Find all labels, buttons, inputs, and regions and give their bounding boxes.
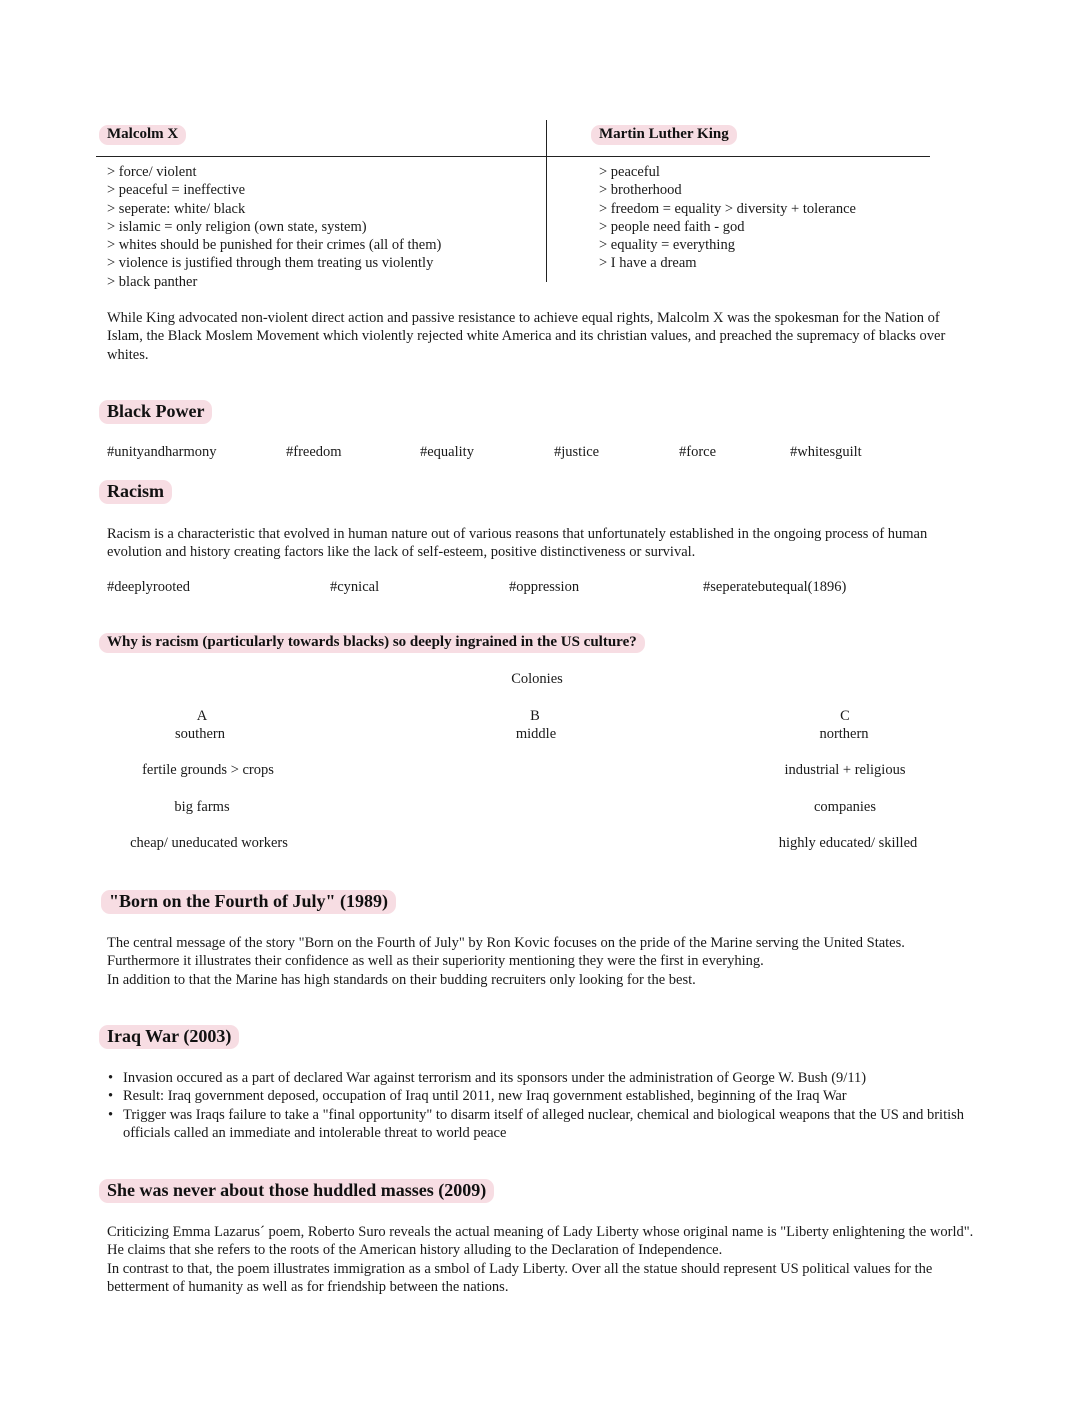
heading-malcolm-x: Malcolm X (99, 125, 186, 145)
list-item: > people need faith - god (599, 218, 745, 235)
heading-racism-question: Why is racism (particularly towards blacks) so deeply ingrained in the US culture? (99, 633, 645, 653)
list-item: > seperate: white/ black (107, 200, 246, 217)
hashtag-force: #force (679, 444, 717, 460)
malcolm-x-points (107, 163, 441, 291)
paragraph-line: Criticizing Emma Lazarus´ poem, Roberto Suro reveals the actual meaning of Lady Liberty whose original name is "Liberty enlightening the world". He claims that she refers to the roots of the American history alluding to the Declaration of Independence. (107, 1224, 974, 1259)
paragraph-line: The central message of the story "Born on the Fourth of July" by Ron Kovic focuses on the pride of the Marine serving the United States. Furthermore it illustrates their confidence as well as their superiority mentioning they were the first in everyhing. (107, 935, 905, 970)
list-item: > force/ violent (107, 164, 197, 180)
list-item: > brotherhood (599, 182, 682, 199)
column-a-name: southern (175, 726, 225, 742)
hashtag-unityandharmony: #unityandharmony (107, 444, 217, 460)
column-b-letter: B (530, 708, 540, 724)
heading-racism: Racism (99, 480, 172, 504)
heading-martin-luther-king: Martin Luther King (591, 125, 737, 145)
list-item: • Invasion occured as a part of declared War against terrorism and its sponsors under the administration of George W. Bush (9/11) (107, 1069, 965, 1087)
column-c-item: highly educated/ skilled (778, 835, 918, 851)
comparison-summary: While King advocated non-violent direct action and passive resistance to achieve equal rights, Malcolm X was the spokesman for the Nation of Islam, the Black Moslem Movement which violently rejected white America and its christian values, and preached the supremacy of blacks over whites. (107, 310, 946, 363)
heading-iraq-war: Iraq War (2003) (99, 1025, 239, 1049)
list-item: > I have a dream (599, 255, 697, 272)
column-c-item: companies (813, 799, 877, 815)
hashtag-oppression: #oppression (509, 579, 580, 595)
paragraph-line: In addition to that the Marine has high standards on their budding recruiters only looking for the best. (107, 971, 696, 988)
column-a-letter: A (196, 708, 208, 724)
hashtag-cynical: #cynical (330, 579, 380, 595)
iraq-bullets (107, 1069, 965, 1142)
mlk-points (599, 163, 856, 273)
column-a-item: big farms (174, 799, 230, 815)
colonies-label: Colonies (511, 671, 563, 687)
column-c-item: industrial + religious (784, 762, 906, 778)
table-vertical-rule (546, 120, 547, 282)
masses-text (107, 1223, 975, 1296)
list-item: > whites should be punished for their crimes (all of them) (107, 237, 442, 254)
column-a-item: cheap/ uneducated workers (130, 835, 288, 851)
hashtag-deeplyrooted: #deeplyrooted (107, 579, 190, 595)
hashtag-whitesguilt: #whitesguilt (790, 444, 862, 460)
column-c-name: northern (819, 726, 869, 742)
racism-text: Racism is a characteristic that evolved in human nature out of various reasons that unfortunately established in the ongoing process of human evolution and history creating factors like the lack of self-esteem, positive distinctiveness or survival. (107, 526, 928, 561)
born-text (107, 934, 952, 989)
list-item: > peaceful (599, 164, 660, 180)
list-item: > violence is justified through them treating us violently (107, 255, 434, 272)
paragraph-line: In contrast to that, the poem illustrates immigration as a smbol of Lady Liberty. Over all the statue should represent US political values for the betterment of humanity as well as for friendship between the nations. (107, 1260, 933, 1295)
heading-huddled-masses: She was never about those huddled masses (2009) (99, 1179, 494, 1203)
column-a-item: fertile grounds > crops (142, 762, 274, 778)
table-horizontal-rule (96, 156, 930, 157)
list-item: > black panther (107, 273, 198, 290)
heading-born-on-the-fourth-of-july: "Born on the Fourth of July" (1989) (101, 890, 396, 914)
list-item: > peaceful = ineffective (107, 182, 246, 199)
list-item: • Trigger was Iraqs failure to take a "final opportunity" to disarm itself of alleged nuclear, chemical and biological weapons that the US and british officials called an immediate and intolerable threat to world peace (107, 1106, 965, 1143)
list-item: > equality = everything (599, 237, 735, 254)
hashtag-justice: #justice (554, 444, 600, 460)
hashtag-freedom: #freedom (286, 444, 342, 460)
list-item: • Result: Iraq government deposed, occupation of Iraq until 2011, new Iraq government established, beginning of the Iraq War (107, 1087, 965, 1105)
column-b-name: middle (515, 726, 557, 742)
column-c-letter: C (840, 708, 850, 724)
heading-black-power: Black Power (99, 400, 212, 424)
list-item: > freedom = equality > diversity + tolerance (599, 200, 856, 217)
hashtag-seperatebutequal: #seperatebutequal(1896) (703, 579, 847, 595)
list-item: > islamic = only religion (own state, system) (107, 218, 367, 235)
hashtag-equality: #equality (420, 444, 474, 460)
